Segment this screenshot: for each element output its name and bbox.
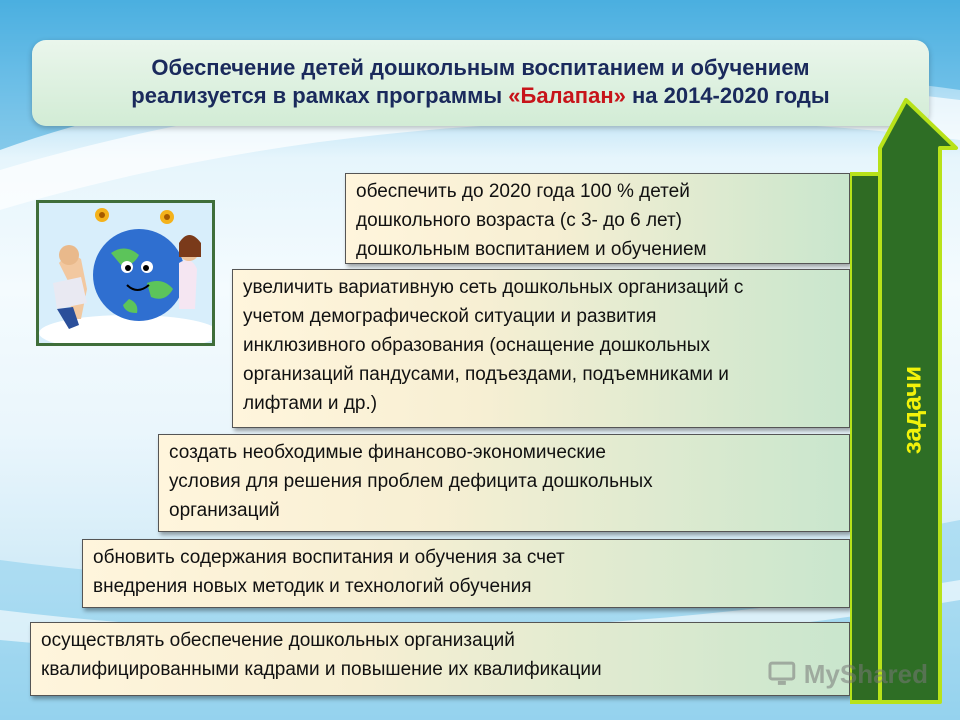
task-3-line-1: создать необходимые финансово-экономические <box>169 442 606 463</box>
task-4-line-1: обновить содержания воспитания и обучения за счет <box>93 547 565 568</box>
title-line-2: реализуется в рамках программы «Балапан» на 2014-2020 годы <box>131 83 830 108</box>
task-3-line-2: условия для решения проблем дефицита дошкольных <box>169 471 653 492</box>
monitor-icon <box>768 660 798 688</box>
task-5-line-2: квалифицированными кадрами и повышение их квалификации <box>41 659 602 680</box>
task-2-line-1: увеличить вариативную сеть дошкольных организаций с <box>243 277 744 298</box>
title-line-1: Обеспечение детей дошкольным воспитанием и обучением <box>151 55 810 80</box>
task-1-line-3: дошкольным воспитанием и обучением <box>356 239 707 260</box>
task-2-line-4: организаций пандусами, подъездами, подъемниками и <box>243 364 729 385</box>
task-2 <box>232 269 850 428</box>
task-2-line-3: инклюзивного образования (оснащение дошкольных <box>243 335 710 356</box>
task-1 <box>345 173 850 264</box>
tasks-label: задачи <box>896 365 927 455</box>
children-globe-illustration <box>39 203 212 343</box>
task-2-line-5: лифтами и др.) <box>243 393 378 414</box>
task-2-line-2: учетом демографической ситуации и развития <box>243 306 657 327</box>
task-4 <box>82 539 850 608</box>
watermark <box>768 656 928 692</box>
program-name: «Балапан» <box>508 83 626 108</box>
task-3-line-3: организаций <box>169 500 280 521</box>
task-5-line-1: осуществлять обеспечение дошкольных организаций <box>41 630 515 651</box>
task-4-line-2: внедрения новых методик и технологий обучения <box>93 576 532 597</box>
children-globe-image <box>36 200 215 346</box>
task-3 <box>158 434 850 532</box>
task-5 <box>30 622 850 696</box>
title-box <box>32 40 929 126</box>
task-1-line-2: дошкольного возраста (с 3- до 6 лет) <box>356 210 682 231</box>
task-1-line-1: обеспечить до 2020 года 100 % детей <box>356 181 690 202</box>
watermark-text: MyShared <box>803 658 928 689</box>
